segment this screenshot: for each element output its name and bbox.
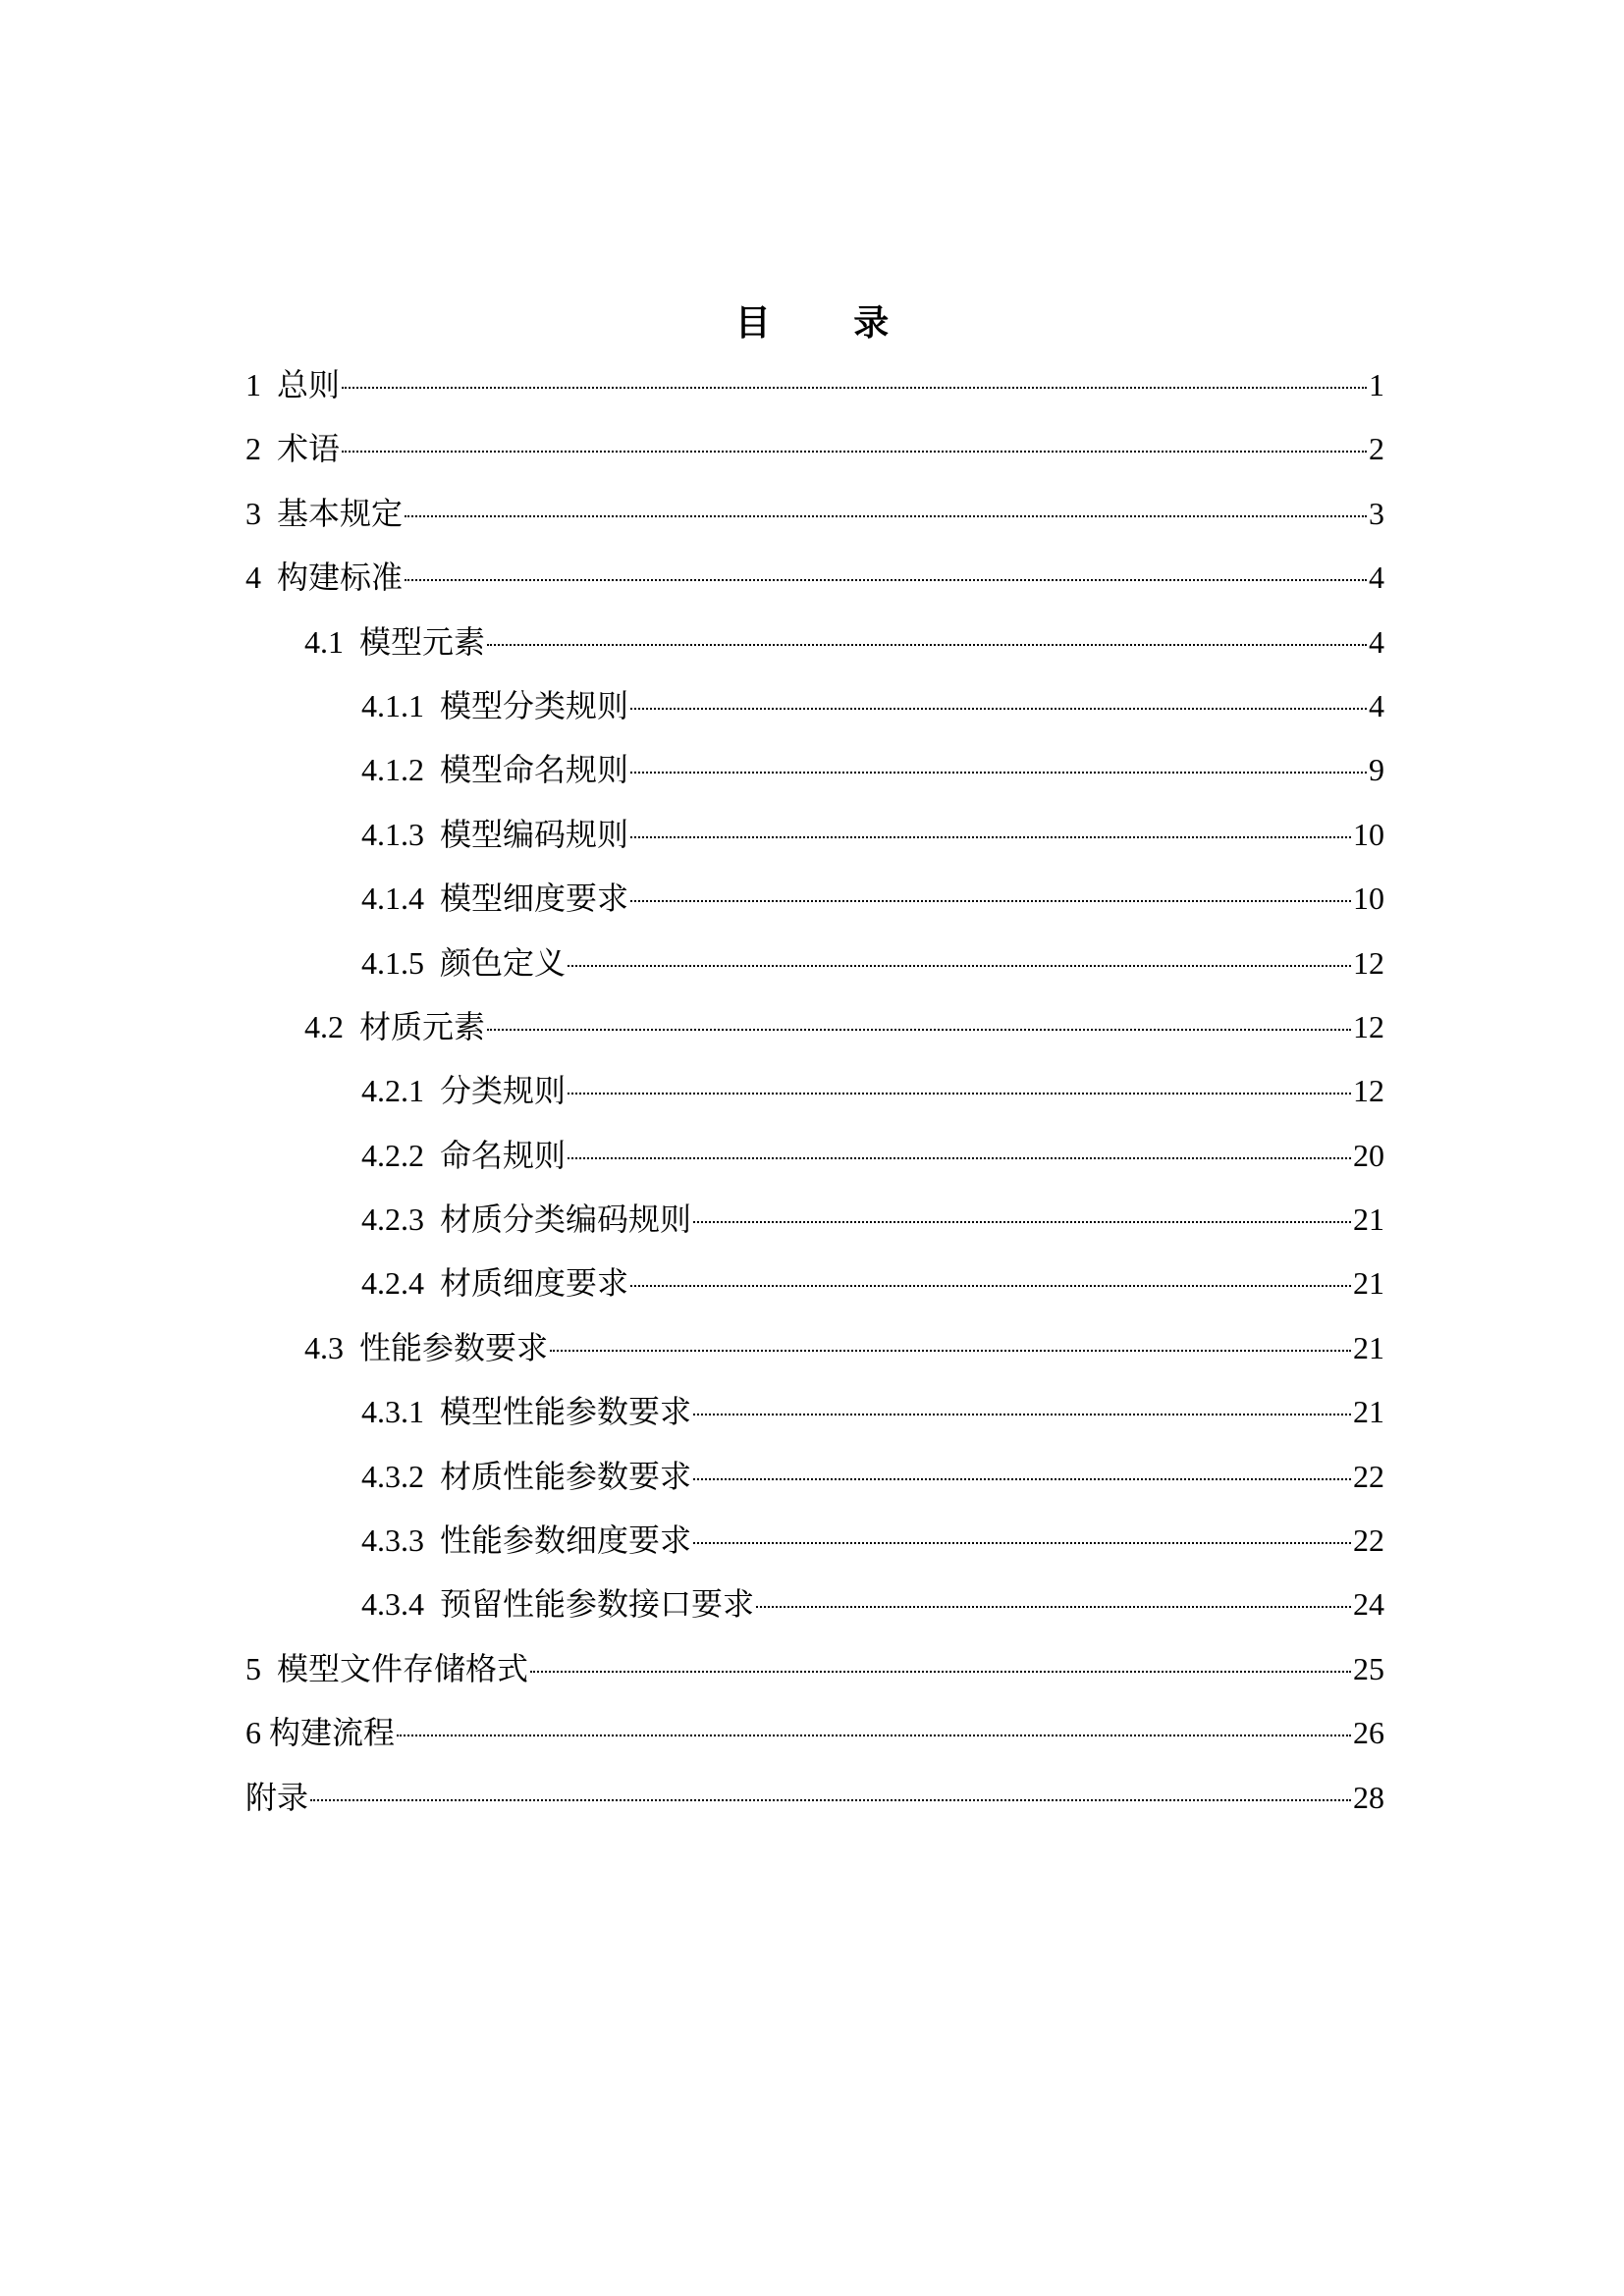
toc-entry[interactable] <box>245 1445 1384 1509</box>
toc-entry-page: 21 <box>1353 1201 1384 1238</box>
table-of-contents <box>245 353 1384 1830</box>
toc-entry[interactable] <box>245 1316 1384 1380</box>
toc-entry-title: 分类规则 <box>440 1072 567 1110</box>
dot-leader <box>568 1157 1351 1159</box>
toc-title: 目 录 <box>734 303 925 344</box>
dot-leader <box>630 836 1351 838</box>
dot-leader <box>342 387 1367 389</box>
toc-entry[interactable] <box>245 867 1384 931</box>
toc-entry-title: 术语 <box>277 430 341 468</box>
toc-entry-number: 4.1.4 <box>361 881 440 917</box>
dot-leader <box>568 965 1351 967</box>
toc-entry-title: 性能参数要求 <box>359 1328 549 1366</box>
toc-entry[interactable] <box>245 674 1384 738</box>
toc-entry-title: 颜色定义 <box>440 943 567 982</box>
toc-entry-number: 4.2.1 <box>361 1073 440 1109</box>
toc-entry[interactable] <box>245 1124 1384 1188</box>
toc-entry-number: 4.3.2 <box>361 1458 440 1494</box>
toc-entry-number: 5 <box>245 1650 277 1686</box>
toc-entry-title: 构建流程 <box>269 1714 396 1752</box>
toc-entry[interactable] <box>245 738 1384 802</box>
toc-entry-title: 构建标准 <box>277 559 404 597</box>
toc-entry[interactable] <box>245 1701 1384 1765</box>
toc-entry-title: 基本规定 <box>277 494 404 532</box>
toc-entry-title: 预留性能参数接口要求 <box>440 1585 755 1624</box>
toc-entry-title: 命名规则 <box>440 1136 567 1174</box>
toc-entry[interactable] <box>245 1573 1384 1636</box>
toc-entry[interactable] <box>245 995 1384 1059</box>
toc-entry[interactable] <box>245 1059 1384 1123</box>
toc-entry-page: 9 <box>1369 752 1384 788</box>
dot-leader <box>397 1735 1351 1736</box>
toc-entry-page: 21 <box>1353 1394 1384 1430</box>
toc-entry-number: 4.3 <box>304 1329 359 1365</box>
toc-entry-number: 4.2.2 <box>361 1137 440 1173</box>
toc-entry[interactable] <box>245 482 1384 546</box>
toc-entry-page: 4 <box>1369 623 1384 660</box>
toc-entry-page: 28 <box>1353 1779 1384 1815</box>
toc-entry-title: 模型元素 <box>359 622 486 661</box>
dot-leader <box>550 1350 1351 1352</box>
toc-entry[interactable] <box>245 546 1384 610</box>
dot-leader <box>693 1221 1351 1223</box>
toc-entry-page: 12 <box>1353 1008 1384 1044</box>
toc-entry-page: 21 <box>1353 1329 1384 1365</box>
toc-entry-title: 模型编码规则 <box>440 815 629 853</box>
toc-entry-title: 材质细度要求 <box>440 1264 629 1303</box>
toc-entry-number: 4.2.4 <box>361 1265 440 1302</box>
toc-entry-page: 12 <box>1353 944 1384 981</box>
toc-entry[interactable] <box>245 353 1384 417</box>
toc-entry-page: 12 <box>1353 1073 1384 1109</box>
toc-entry-number: 4.3.3 <box>361 1522 440 1559</box>
toc-entry-page: 22 <box>1353 1522 1384 1559</box>
toc-entry-page: 3 <box>1369 495 1384 531</box>
dot-leader <box>630 772 1367 774</box>
toc-entry-page: 20 <box>1353 1137 1384 1173</box>
toc-entry[interactable] <box>245 1252 1384 1315</box>
toc-entry-title: 总则 <box>277 366 341 403</box>
toc-entry[interactable] <box>245 932 1384 995</box>
toc-entry-number: 4.3.4 <box>361 1586 440 1623</box>
toc-entry-page: 10 <box>1353 881 1384 917</box>
dot-leader <box>693 1478 1351 1480</box>
dot-leader <box>530 1671 1351 1673</box>
toc-entry-title: 材质分类编码规则 <box>440 1201 692 1239</box>
toc-entry-page: 10 <box>1353 816 1384 852</box>
dot-leader <box>487 1029 1351 1031</box>
dot-leader <box>487 644 1367 646</box>
toc-entry-number: 4.2 <box>304 1008 359 1044</box>
toc-entry-title: 模型文件存储格式 <box>277 1649 529 1687</box>
toc-entry-number: 4.1.1 <box>361 687 440 723</box>
toc-entry-page: 4 <box>1369 560 1384 596</box>
dot-leader <box>630 900 1351 902</box>
toc-entry-title: 模型细度要求 <box>440 880 629 918</box>
toc-entry-page: 1 <box>1369 367 1384 402</box>
toc-entry-page: 21 <box>1353 1265 1384 1302</box>
toc-entry-page: 4 <box>1369 687 1384 723</box>
toc-entry-title: 材质元素 <box>359 1007 486 1045</box>
toc-entry-title: 模型命名规则 <box>440 751 629 789</box>
dot-leader <box>693 1414 1351 1415</box>
dot-leader <box>630 708 1367 710</box>
toc-entry-page: 2 <box>1369 431 1384 467</box>
toc-entry-page: 26 <box>1353 1715 1384 1751</box>
toc-entry-title: 模型性能参数要求 <box>440 1393 692 1431</box>
toc-entry-number: 6 <box>245 1715 269 1751</box>
toc-entry-number: 4.2.3 <box>361 1201 440 1238</box>
toc-entry-page: 24 <box>1353 1586 1384 1623</box>
toc-entry[interactable] <box>245 417 1384 481</box>
toc-entry[interactable] <box>245 1380 1384 1444</box>
toc-entry-number: 4.3.1 <box>361 1394 440 1430</box>
toc-entry[interactable] <box>245 611 1384 674</box>
toc-entry-title: 模型分类规则 <box>440 686 629 724</box>
toc-entry-number: 4.1.2 <box>361 752 440 788</box>
dot-leader <box>342 451 1367 453</box>
dot-leader <box>405 579 1367 581</box>
toc-entry-number: 3 <box>245 495 277 531</box>
dot-leader <box>756 1606 1351 1608</box>
toc-entry[interactable] <box>245 1188 1384 1252</box>
toc-entry[interactable] <box>245 803 1384 867</box>
dot-leader <box>568 1093 1351 1095</box>
toc-entry-number: 4 <box>245 560 277 596</box>
toc-entry-number: 4.1.3 <box>361 816 440 852</box>
toc-entry-page: 25 <box>1353 1650 1384 1686</box>
dot-leader <box>693 1542 1351 1544</box>
dot-leader <box>310 1799 1351 1801</box>
toc-entry-title: 性能参数细度要求 <box>440 1522 692 1560</box>
dot-leader <box>405 515 1367 517</box>
toc-entry-number: 4.1 <box>304 623 359 660</box>
toc-entry-title: 材质性能参数要求 <box>440 1457 692 1495</box>
toc-entry-number: 1 <box>245 367 277 402</box>
toc-entry-number: 4.1.5 <box>361 944 440 981</box>
dot-leader <box>630 1285 1351 1287</box>
toc-entry-title: 附录 <box>245 1778 309 1816</box>
toc-entry[interactable] <box>245 1766 1384 1830</box>
toc-entry[interactable] <box>245 1509 1384 1573</box>
toc-entry-number: 2 <box>245 431 277 467</box>
toc-entry[interactable] <box>245 1637 1384 1701</box>
toc-entry-page: 22 <box>1353 1458 1384 1494</box>
